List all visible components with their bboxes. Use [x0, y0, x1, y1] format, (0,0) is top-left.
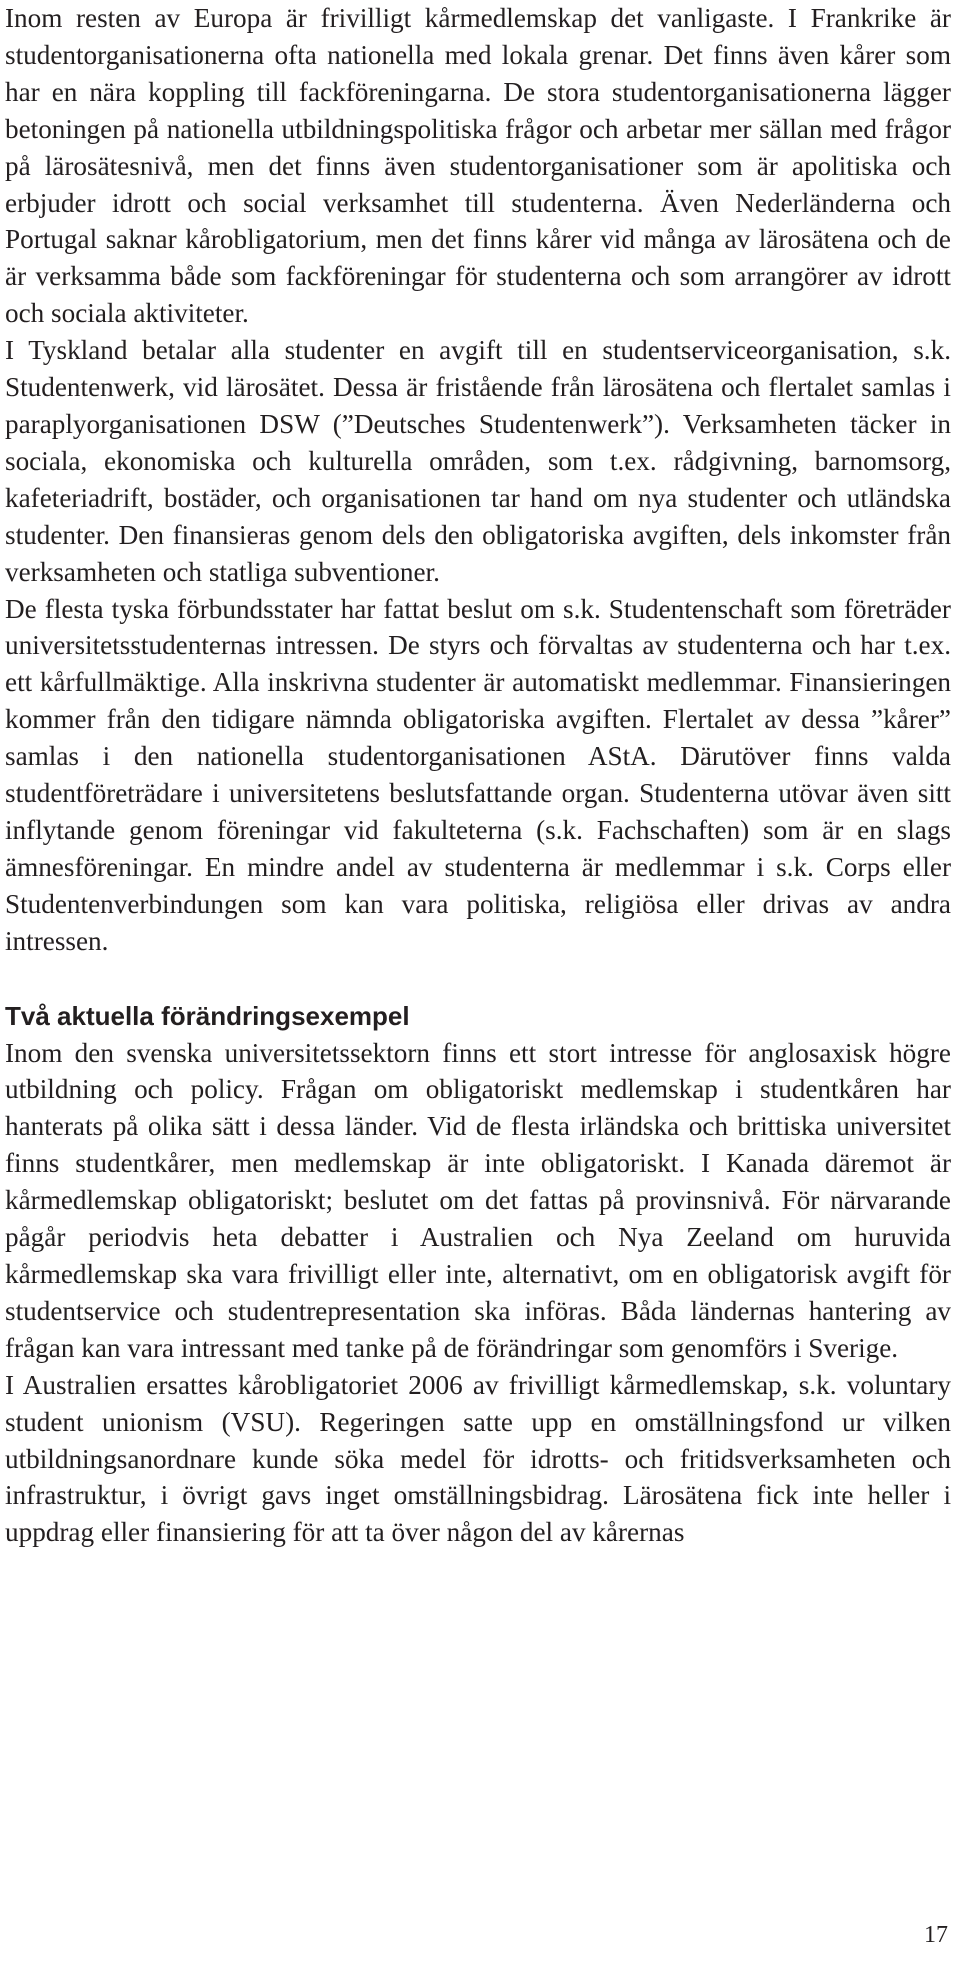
- page-number: 17: [924, 1922, 948, 1948]
- paragraph-europe: Inom resten av Europa är frivilligt kårmedlemskap det vanligaste. I Frankrike är studentorganisationerna ofta nationella med lokala grenar. Det finns även kårer som har en nära koppling till fackföreningarna. De stora studentorganisationerna lägger betoningen på nationella utbildningspolitiska frågor och arbetar mer sällan med frågor på lärosätesnivå, men det finns även studentorganisationer som är apolitiska och erbjuder idrott och social verksamhet till studenterna. Även Nederländerna och Portugal saknar kårobligatorium, men det finns kårer vid många av lärosätena och de är verksamma både som fackföreningar för studenterna och som arrangörer av idrott och sociala aktiviteter.: [5, 3, 951, 329]
- paragraph-anglosaxon: Inom den svenska universitetssektorn finns ett stort intresse för anglosaxisk högre utbildning och policy. Frågan om obligatoriskt medlemskap i studentkåren har hanterats på olika sätt i dessa länder. Vid de flesta irländska och brittiska universitet finns studentkårer, men medlemskap är inte obligatoriskt. I Kanada däremot är kårmedlemskap obligatoriskt; beslutet om det fattas på provinsnivå. För närvarande pågår periodvis heta debatter i Australien och Nya Zeeland om huruvida kårmedlemskap ska vara frivilligt eller inte, alternativt, om en obligatorisk avgift för studentservice och studentrepresentation ska införas. Båda ländernas hantering av frågan kan vara intressant med tanke på de förändringar som genomförs i Sverige.: [5, 1037, 951, 1363]
- document-page: [5, 0, 951, 1551]
- paragraph-germany-studentenwerk: I Tyskland betalar alla studenter en avgift till en studentserviceorganisation, s.k. Studentenwerk, vid lärosätet. Dessa är fristående från lärosätena och flertalet samlas i paraplyorganisationen DSW (”Deutsches Studentenwerk”). Verksamheten täcker in sociala, ekonomiska och kulturella områden, som t.ex. rådgivning, barnomsorg, kafeteriadrift, bostäder, och organisationen tar hand om nya studenter och utländska studenter. Den finansieras genom dels den obligatoriska avgiften, dels inkomster från verksamheten och statliga subventioner.: [5, 335, 951, 587]
- section-heading: Två aktuella förändringsexempel: [5, 1000, 410, 1031]
- paragraph-australia: I Australien ersattes kårobligatoriet 2006 av frivilligt kårmedlemskap, s.k. voluntary student unionism (VSU). Regeringen satte upp en omställningsfond ur vilken utbildningsanordnare kunde söka medel för idrotts- och fritidsverksamheten och infrastruktur, i övrigt gavs inget omställningsbidrag. Lärosätena fick inte heller i uppdrag eller finansiering för att ta över någon del av kårernas: [5, 1369, 951, 1548]
- paragraph-germany-studentenschaft: De flesta tyska förbundsstater har fattat beslut om s.k. Studentenschaft som företräder universitetsstudenternas intressen. De styrs och förvaltas av studenterna och har t.ex. ett kårfullmäktige. Alla inskrivna studenter är automatiskt medlemmar. Finansieringen kommer från den tidigare nämnda obligatoriska avgiften. Flertalet av dessa ”kårer” samlas i den nationella studentorganisationen AStA. Därutöver finns valda studentföreträdare i universitetens beslutsfattande organ. Studenterna utövar även sitt inflytande genom föreningar vid fakulteterna (s.k. Fachschaften) som är en slags ämnesföreningar. En mindre andel av studenterna är medlemmar i s.k. Corps eller Studentenverbindungen som kan vara politiska, religiösa eller drivas av andra intressen.: [5, 593, 951, 956]
